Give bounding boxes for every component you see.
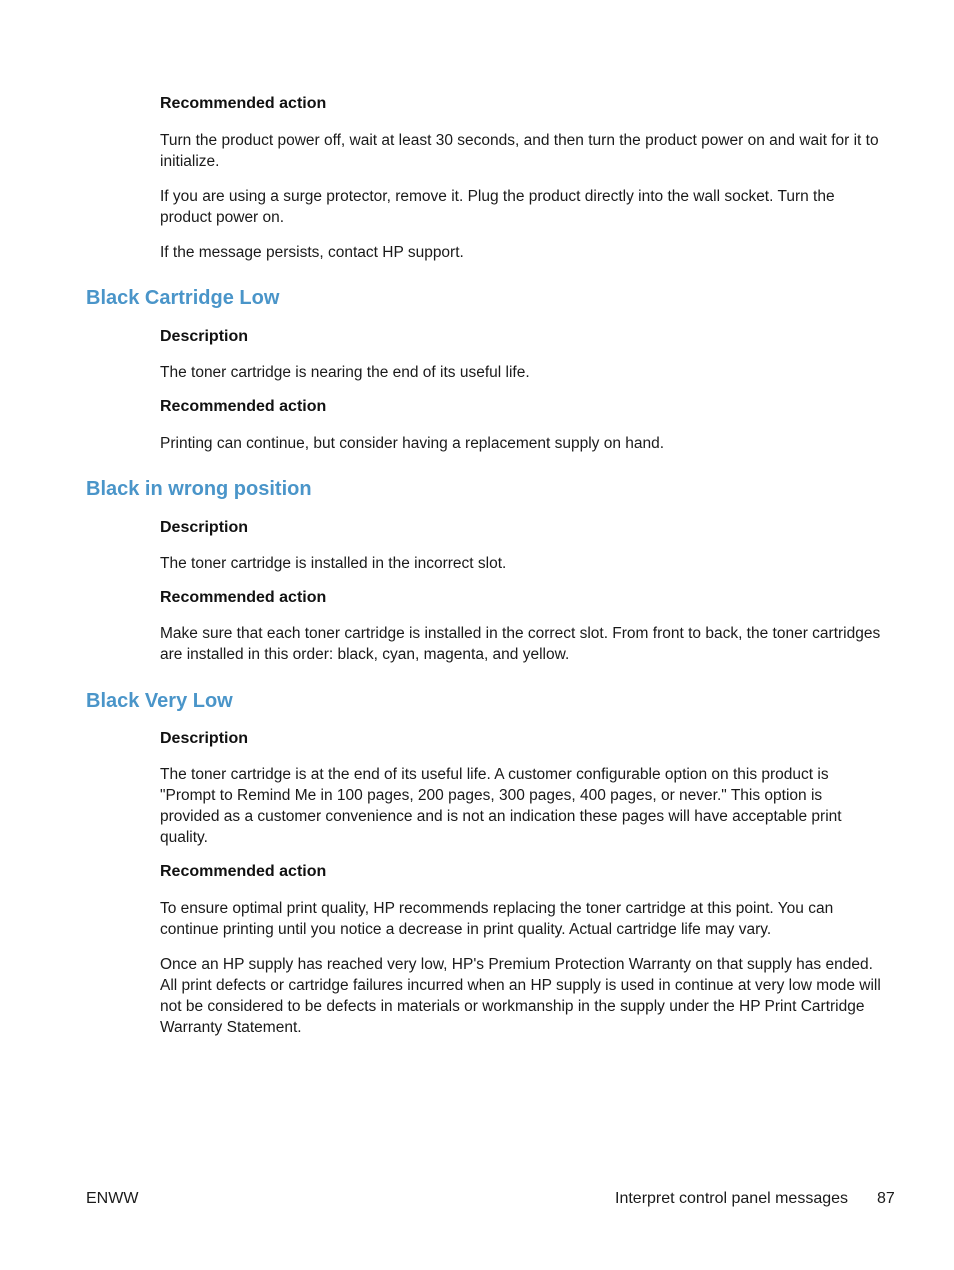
footer-left-label: ENWW	[86, 1190, 139, 1207]
description-label: Description	[160, 730, 249, 747]
description-label: Description	[160, 328, 249, 345]
description-text: The toner cartridge is installed in the incorrect slot.	[160, 555, 507, 572]
recommended-action-label: Recommended action	[160, 863, 327, 880]
paragraph: Turn the product power off, wait at least 30 seconds, and then turn the product power on and wait for it to initialize.	[160, 132, 879, 170]
paragraph: If the message persists, contact HP support.	[160, 244, 464, 261]
recommended-action-text: Once an HP supply has reached very low, HP's Premium Protection Warranty on that supply has ended. All print defects or cartridge failures incurred when an HP supply is used in continue at very low mode will not be considered to be defects in materials or workmanship in the supply under the HP Print Cartridge Warranty Statement.	[160, 956, 881, 1036]
section-heading-black-in-wrong-position: Black in wrong position	[86, 478, 312, 500]
section-heading-black-cartridge-low: Black Cartridge Low	[86, 287, 280, 309]
recommended-action-label: Recommended action	[160, 398, 327, 415]
footer-section-title: Interpret control panel messages	[615, 1190, 849, 1207]
description-label: Description	[160, 519, 249, 536]
description-text: The toner cartridge is nearing the end of its useful life.	[160, 364, 530, 381]
page-number: 87	[877, 1190, 895, 1207]
paragraph: If you are using a surge protector, remove it. Plug the product directly into the wall socket. Turn the product power on.	[160, 188, 835, 226]
recommended-action-text: Printing can continue, but consider having a replacement supply on hand.	[160, 435, 665, 452]
description-text: The toner cartridge is at the end of its useful life. A customer configurable option on this product is "Prompt to Remind Me in 100 pages, 200 pages, 300 pages, 400 pages, or never." This option is provided as a customer convenience and is not an indication these pages will have acceptable print quality.	[160, 766, 842, 846]
recommended-action-text: To ensure optimal print quality, HP recommends replacing the toner cartridge at this point. You can continue printing until you notice a decrease in print quality. Actual cartridge life may vary.	[160, 900, 834, 938]
recommended-action-label: Recommended action	[160, 95, 327, 112]
recommended-action-text: Make sure that each toner cartridge is installed in the correct slot. From front to back, the toner cartridges are installed in this order: black, cyan, magenta, and yellow.	[160, 625, 881, 663]
section-heading-black-very-low: Black Very Low	[86, 690, 233, 712]
recommended-action-label: Recommended action	[160, 589, 327, 606]
